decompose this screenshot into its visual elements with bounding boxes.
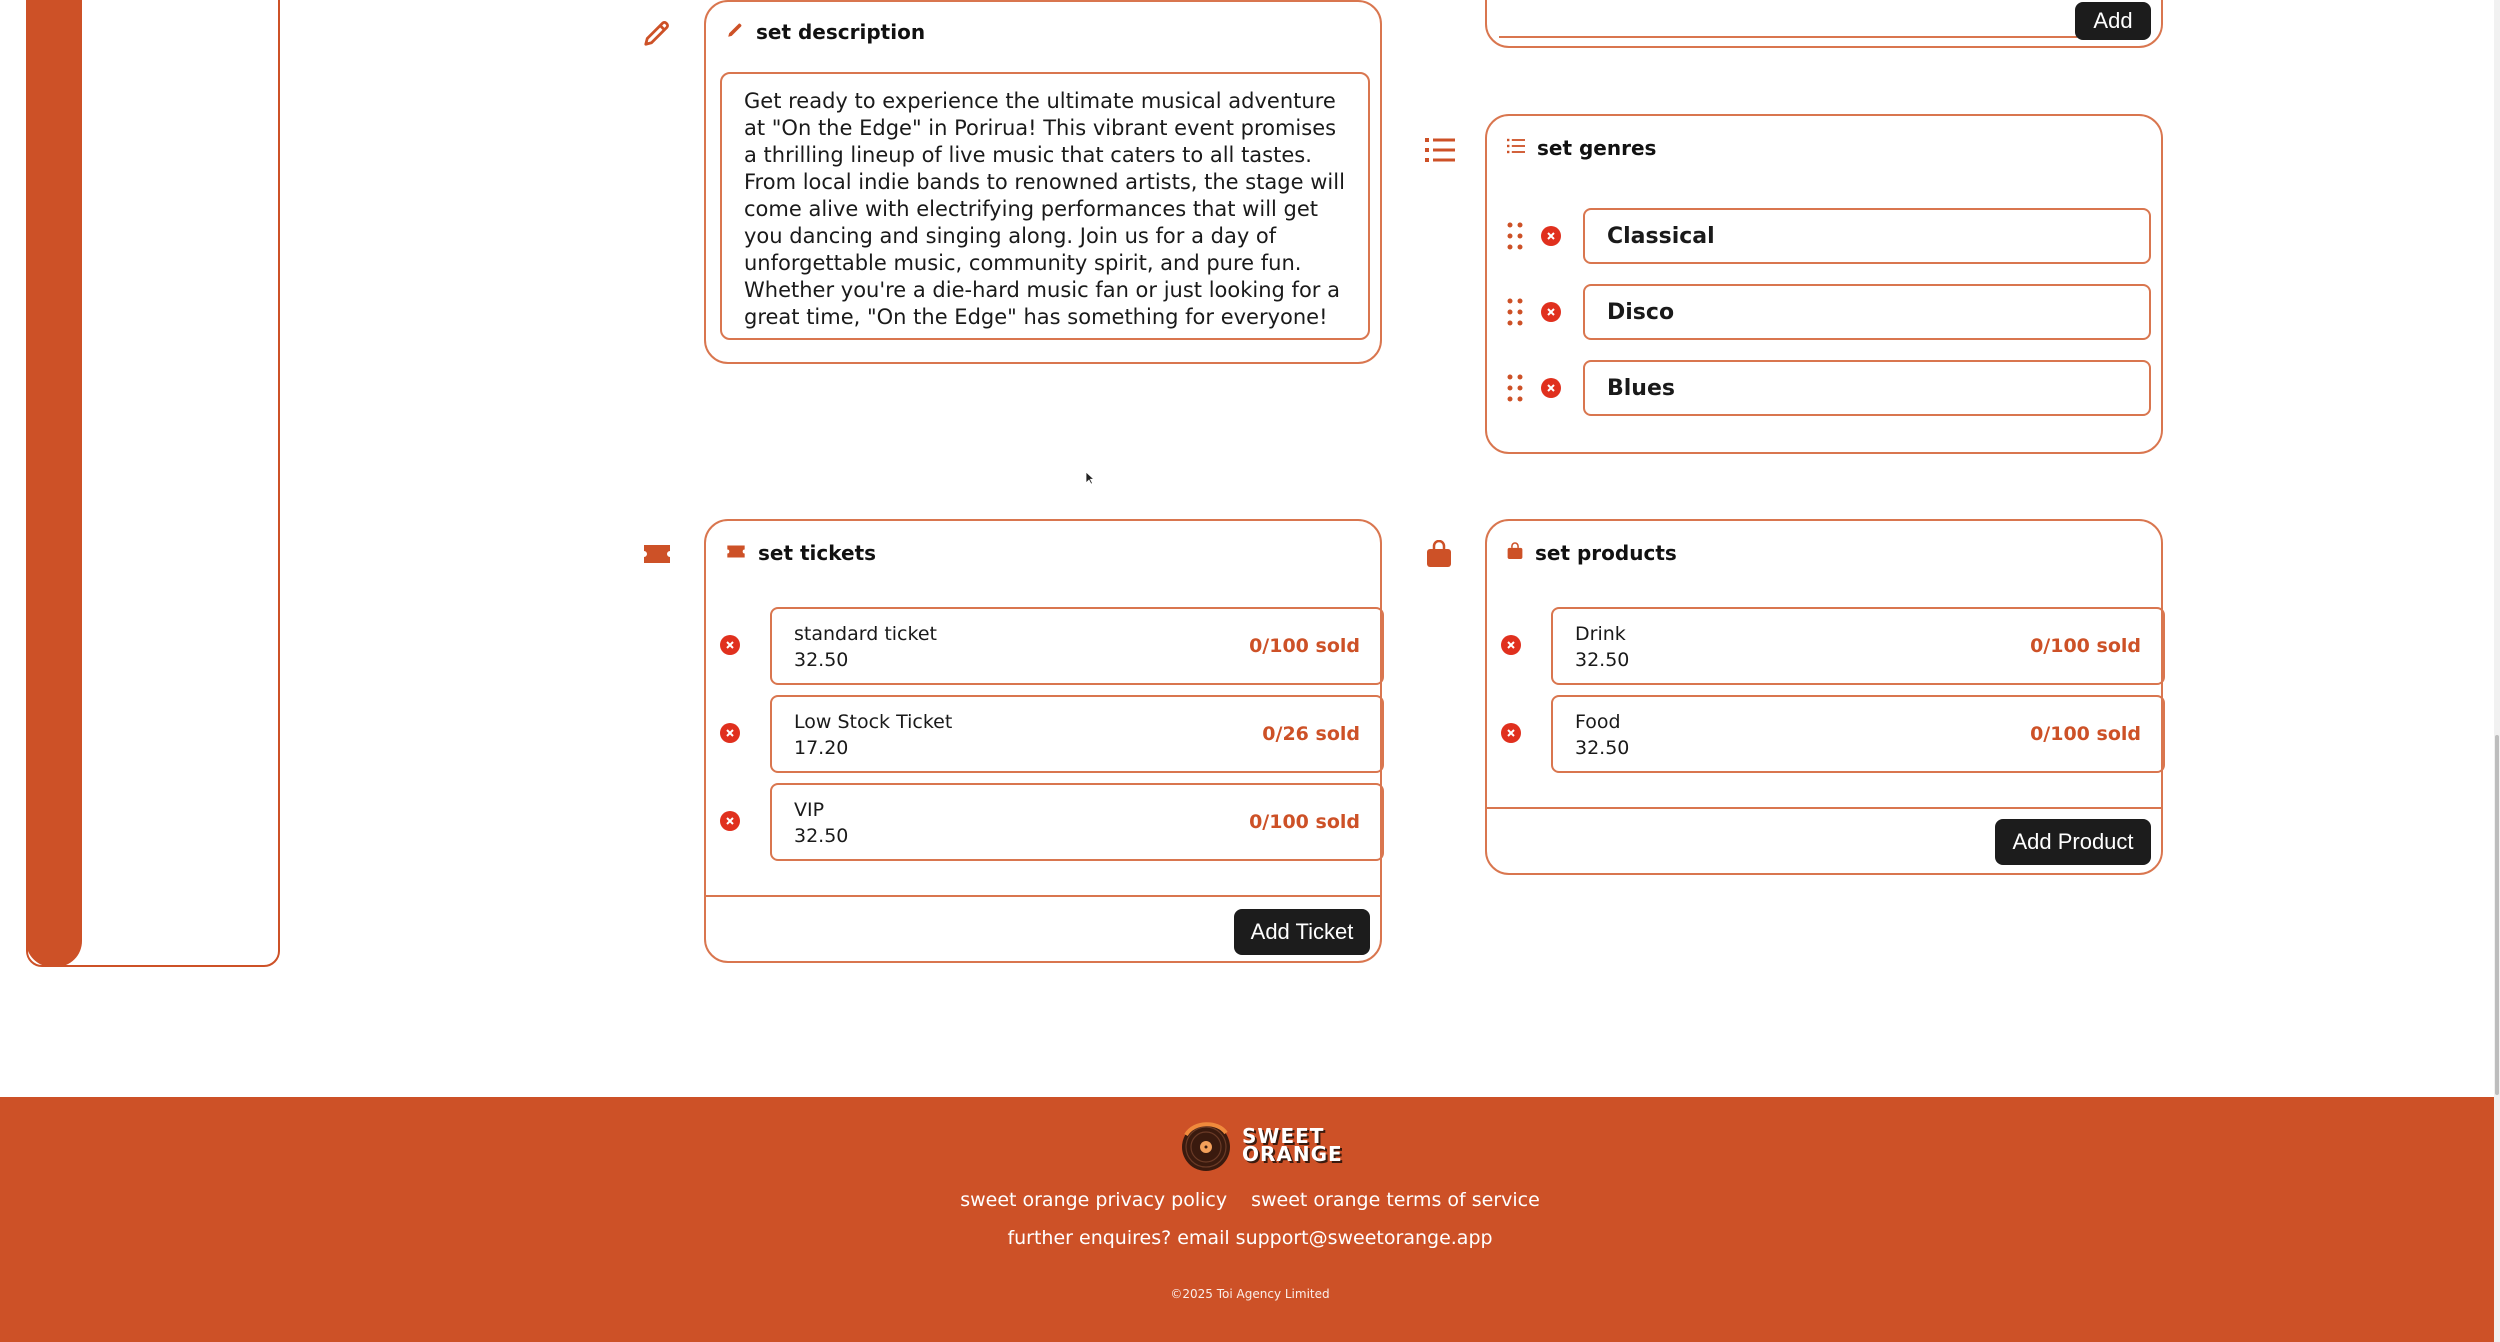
add-genre-button[interactable]: Add	[2075, 2, 2151, 40]
products-card	[1485, 519, 2163, 875]
list-icon	[1423, 133, 1457, 167]
add-ticket-button[interactable]: Add Ticket	[1234, 909, 1370, 955]
divider	[1487, 807, 2161, 809]
product-item[interactable]	[1551, 607, 2165, 685]
product-name: Drink	[1575, 623, 1626, 645]
ticket-name: Low Stock Ticket	[794, 711, 953, 733]
mouse-cursor-icon	[1085, 470, 1095, 489]
ticket-price: 32.50	[794, 649, 849, 671]
add-product-button[interactable]: Add Product	[1995, 819, 2151, 865]
ticket-item[interactable]	[770, 783, 1384, 861]
sidebar-accent-bar	[26, 0, 82, 967]
description-card	[704, 0, 1382, 364]
tickets-card	[704, 519, 1382, 963]
genre-field[interactable]: Blues	[1583, 360, 2151, 416]
ticket-row	[720, 607, 1372, 685]
product-name: Food	[1575, 711, 1621, 733]
scrollbar-track[interactable]	[2494, 0, 2500, 1342]
ticket-name: VIP	[794, 799, 825, 821]
remove-product-button[interactable]	[1501, 723, 1521, 743]
product-sold-count: 0/100 sold	[2030, 723, 2141, 745]
drag-handle-icon[interactable]	[1507, 298, 1523, 326]
tickets-title: set tickets	[758, 541, 877, 565]
genre-field[interactable]: Classical	[1583, 208, 2151, 264]
genre-input[interactable]	[1499, 36, 2077, 38]
description-title: set description	[756, 20, 926, 44]
product-price: 32.50	[1575, 737, 1630, 759]
genre-row	[1507, 208, 2147, 264]
copyright: ©2025 Toi Agency Limited	[1170, 1287, 1330, 1301]
logo-wordmark: SWEET ORANGE	[1242, 1124, 1343, 1166]
pencil-icon	[726, 21, 744, 43]
genre-add-card	[1485, 0, 2163, 48]
ticket-icon	[726, 544, 746, 563]
ticket-sold-count: 0/100 sold	[1249, 635, 1360, 657]
ticket-price: 32.50	[794, 825, 849, 847]
product-sold-count: 0/100 sold	[2030, 635, 2141, 657]
ticket-name: standard ticket	[794, 623, 937, 645]
genre-field[interactable]: Disco	[1583, 284, 2151, 340]
ticket-row	[720, 783, 1372, 861]
remove-ticket-button[interactable]	[720, 723, 740, 743]
product-price: 32.50	[1575, 649, 1630, 671]
shopping-bag-icon	[1507, 542, 1523, 564]
pencil-icon	[640, 16, 674, 50]
products-title: set products	[1535, 541, 1677, 565]
drag-handle-icon[interactable]	[1507, 374, 1523, 402]
ticket-sold-count: 0/100 sold	[1249, 811, 1360, 833]
list-icon	[1507, 138, 1525, 158]
ticket-price: 17.20	[794, 737, 849, 759]
ticket-row	[720, 695, 1372, 773]
ticket-item[interactable]	[770, 695, 1384, 773]
drag-handle-icon[interactable]	[1507, 222, 1523, 250]
vinyl-record-icon	[1180, 1117, 1236, 1173]
description-textarea[interactable]: Get ready to experience the ultimate musical adventure at "On the Edge" in Porirua! This vibrant event promises a thrilling lineup of live music that caters to all tastes. From local indie bands to renowned artists, the stage will come alive with electrifying performances that will get you dancing and singing along. Join us for a day of unforgettable music, community spirit, and pure fun. Whether you're a die-hard music fan or just looking for a great time, "On the Edge" has something for everyone!	[720, 72, 1370, 340]
remove-ticket-button[interactable]	[720, 635, 740, 655]
genre-row	[1507, 284, 2147, 340]
product-row	[1501, 695, 2153, 773]
remove-genre-button[interactable]	[1541, 302, 1561, 322]
ticket-icon	[640, 537, 674, 571]
ticket-item[interactable]	[770, 607, 1384, 685]
footer	[0, 1097, 2500, 1342]
shopping-bag-icon	[1422, 537, 1456, 571]
remove-genre-button[interactable]	[1541, 226, 1561, 246]
support-contact[interactable]: further enquires? email support@sweetorange.app	[1007, 1227, 1493, 1249]
genres-card	[1485, 114, 2163, 454]
remove-genre-button[interactable]	[1541, 378, 1561, 398]
sweet-orange-logo[interactable]	[1180, 1117, 1343, 1173]
product-item[interactable]	[1551, 695, 2165, 773]
ticket-sold-count: 0/26 sold	[1262, 723, 1360, 745]
remove-ticket-button[interactable]	[720, 811, 740, 831]
footer-links	[0, 1189, 2500, 1211]
product-row	[1501, 607, 2153, 685]
genres-title: set genres	[1537, 136, 1657, 160]
terms-of-service-link[interactable]: sweet orange terms of service	[1251, 1189, 1540, 1211]
scrollbar-thumb[interactable]	[2495, 735, 2499, 1095]
remove-product-button[interactable]	[1501, 635, 1521, 655]
genre-row	[1507, 360, 2147, 416]
privacy-policy-link[interactable]: sweet orange privacy policy	[960, 1189, 1228, 1211]
divider	[706, 895, 1380, 897]
